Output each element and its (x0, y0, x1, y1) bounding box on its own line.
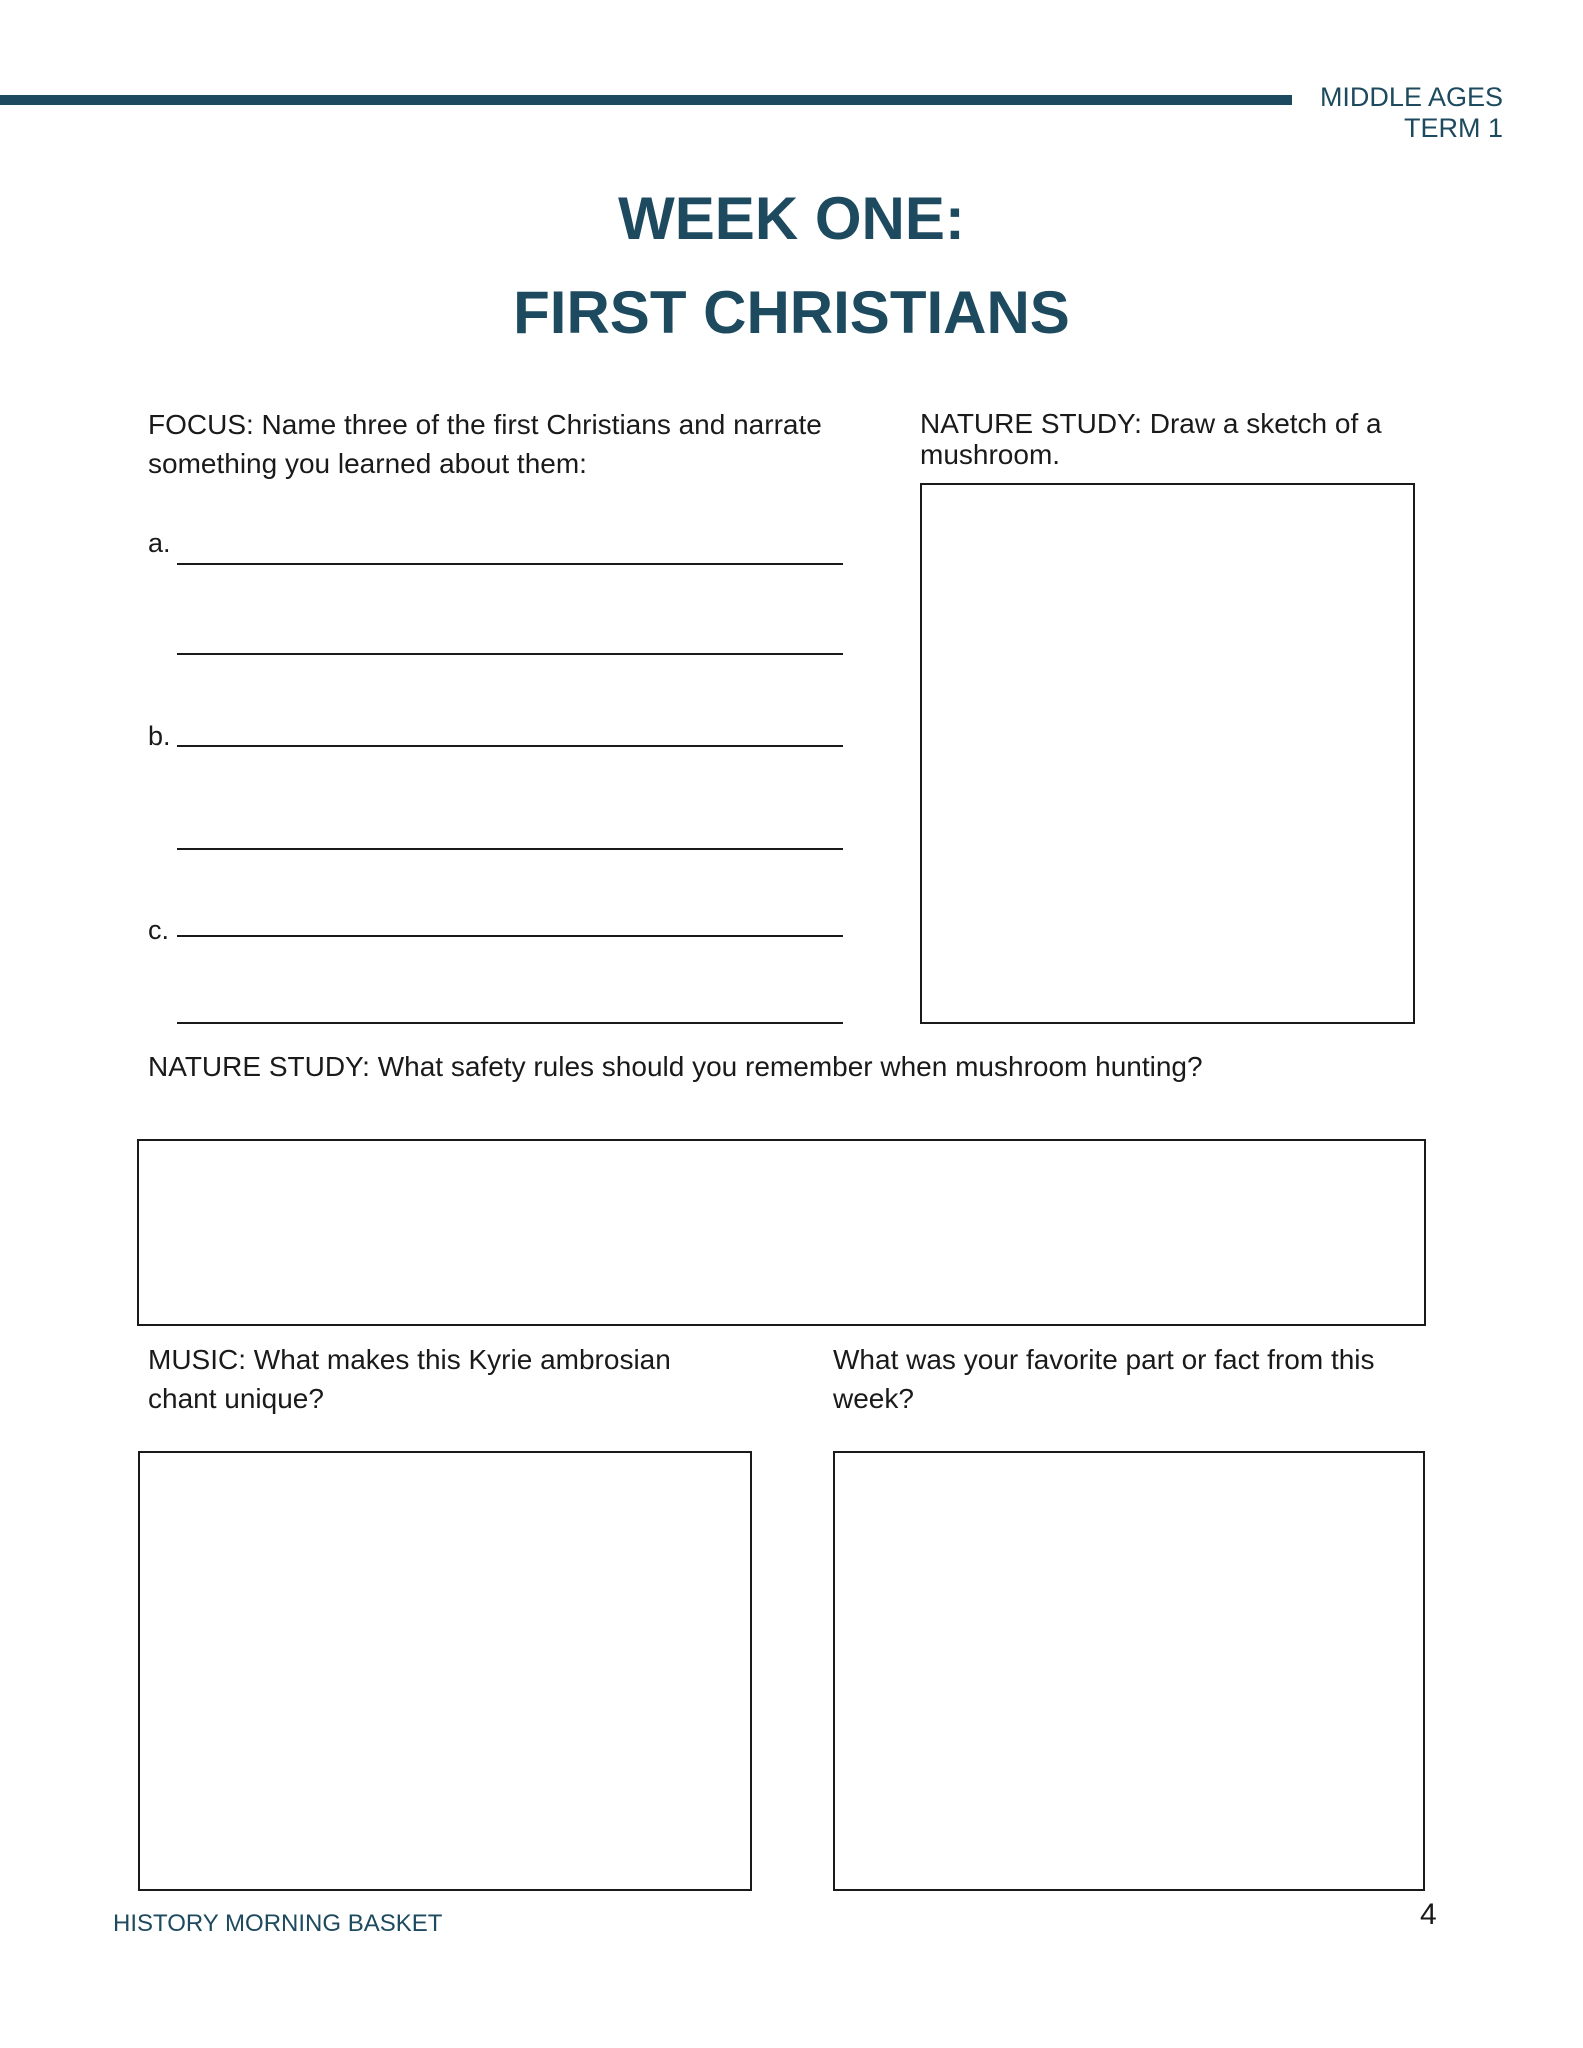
music-prompt (148, 1340, 768, 1418)
nature-safety-prompt: NATURE STUDY: What safety rules should you remember when mushroom hunting? (148, 1051, 1203, 1082)
footer-series-title: HISTORY MORNING BASKET (113, 1910, 443, 1937)
term-name: TERM 1 (1403, 113, 1503, 143)
favorite-prompt-line2: week? (833, 1383, 914, 1414)
music-prompt-line2: chant unique? (148, 1383, 324, 1414)
focus-prompt-line2: something you learned about them: (148, 448, 587, 479)
title-topic: FIRST CHRISTIANS (513, 279, 1070, 346)
nature-sketch-prompt (920, 408, 1440, 470)
favorite-prompt (833, 1340, 1453, 1418)
music-prompt-line1: MUSIC: What makes this Kyrie ambrosian (148, 1344, 671, 1375)
nature-sketch-prompt-line2: mushroom. (920, 439, 1061, 470)
safety-rules-answer-box[interactable] (137, 1139, 1426, 1326)
mushroom-sketch-box[interactable] (920, 483, 1415, 1024)
focus-prompt (148, 405, 868, 483)
focus-item-c-line-2[interactable] (177, 1022, 843, 1024)
course-name: MIDDLE AGES (1319, 82, 1503, 112)
focus-item-c-letter: c. (148, 915, 170, 945)
focus-item-a-letter: a. (148, 528, 171, 558)
nature-sketch-prompt-line1: NATURE STUDY: Draw a sketch of a (920, 408, 1382, 439)
focus-prompt-line1: FOCUS: Name three of the first Christians and narrate (148, 409, 822, 440)
focus-item-a-line-1[interactable] (177, 563, 843, 565)
page-title (0, 172, 1583, 360)
favorite-answer-box[interactable] (833, 1451, 1425, 1891)
header-rule (0, 95, 1292, 105)
focus-item-b-line-1[interactable] (177, 745, 843, 747)
music-answer-box[interactable] (138, 1451, 752, 1891)
focus-item-c-line-1[interactable] (177, 935, 843, 937)
page-number: 4 (1420, 1898, 1437, 1931)
title-week: WEEK ONE: (618, 185, 965, 252)
focus-item-a-line-2[interactable] (177, 653, 843, 655)
course-term-label (1320, 82, 1503, 144)
favorite-prompt-line1: What was your favorite part or fact from this (833, 1344, 1375, 1375)
focus-item-b-letter: b. (148, 721, 171, 751)
focus-item-b-line-2[interactable] (177, 848, 843, 850)
